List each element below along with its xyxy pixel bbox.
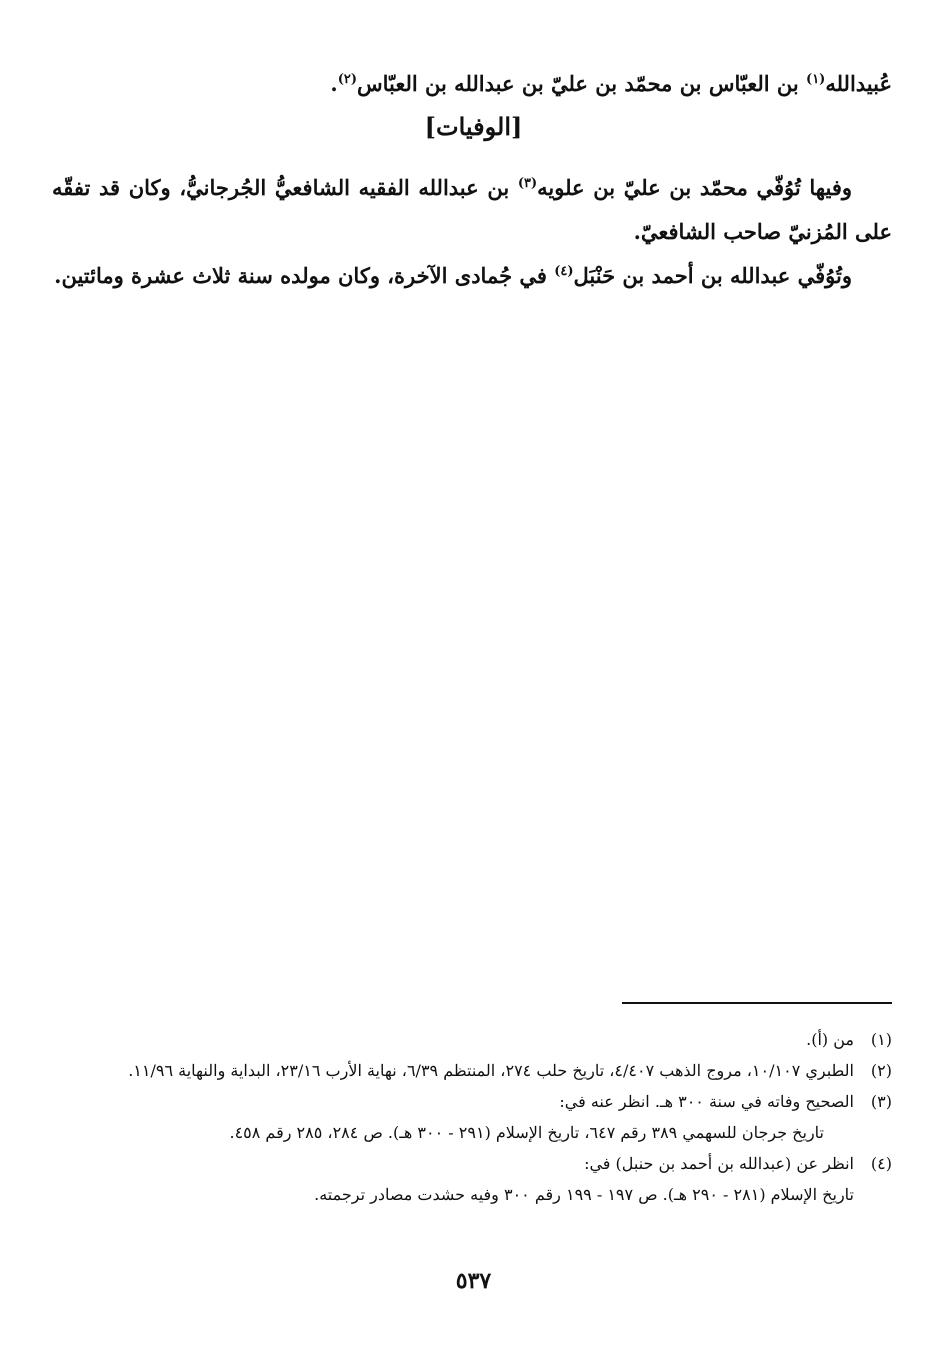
line1-part-a: عُبيدالله [825,71,892,96]
footnote-source-line: تاريخ جرجان للسهمي ٣٨٩ رقم ٦٤٧، تاريخ الإسلام (٢٩١ - ٣٠٠ هـ). ص ٢٨٤، ٢٨٥ رقم ٤٥٨. [229,1123,824,1142]
footnote-body [52,1148,854,1210]
para1-part-b: بن عبدالله الفقيه الشافعيُّ الجُرجانيُّ، وكان قد تفقّه على المُزنيّ صاحب الشافعيّ. [52,175,892,244]
line1-part-b: بن العبّاس بن محمّد بن عليّ بن عبدالله بن العبّاس [357,71,807,96]
line1-part-c: . [330,71,338,96]
footnote-1 [52,1024,892,1055]
footnote-3 [52,1086,892,1148]
footnote-line: انظر عن (عبدالله بن أحمد بن حنبل) في: [584,1154,854,1173]
footnote-number: (٢) [870,1061,892,1080]
footnote-2 [52,1055,892,1086]
page-number: ٥٣٧ [455,1268,492,1294]
opening-line [52,62,892,106]
footnote-divider [622,1002,892,1004]
para2-part-b: في جُمادى الآخرة، وكان مولده سنة ثلاث عشرة ومائتين. [54,263,555,288]
paragraph-1 [52,166,892,254]
footnotes [52,1024,892,1210]
footnote-ref-3[interactable]: (٣) [517,176,538,191]
para2-part-a: وتُوُفّي عبدالله بن أحمد بن حَنْبَل [573,263,852,288]
footnote-ref-1[interactable]: (١) [806,72,826,87]
para1-part-a: وفيها تُوُفّي محمّد بن عليّ بن علويه [537,175,852,200]
footnote-ref-2[interactable]: (٢) [337,72,357,87]
footnote-number: (٣) [870,1092,892,1111]
footnote-source-line: تاريخ الإسلام (٢٨١ - ٢٩٠ هـ). ص ١٩٧ - ١٩٩ رقم ٣٠٠ وفيه حشدت مصادر ترجمته. [314,1185,854,1204]
section-heading: [الوفيات] [424,112,523,141]
footnote-number: (٤) [870,1154,892,1173]
footnote-ref-4[interactable]: (٤) [554,264,574,279]
footnote-line: من (أ). [806,1030,854,1049]
footnote-4 [52,1148,892,1210]
paragraph-2 [52,254,892,298]
footnote-body [52,1024,854,1055]
footnote-number: (١) [870,1030,892,1049]
footnote-body [52,1055,854,1086]
footnote-line: الصحيح وفاته في سنة ٣٠٠ هـ. انظر عنه في: [559,1092,854,1111]
footnote-line: الطبري ١٠/١٠٧، مروج الذهب ٤/٤٠٧، تاريخ حلب ٢٧٤، المنتظم ٦/٣٩، نهاية الأرب ٢٣/١٦، البداية والنهاية ١١/٩٦. [128,1061,854,1080]
footnote-body [52,1086,854,1148]
